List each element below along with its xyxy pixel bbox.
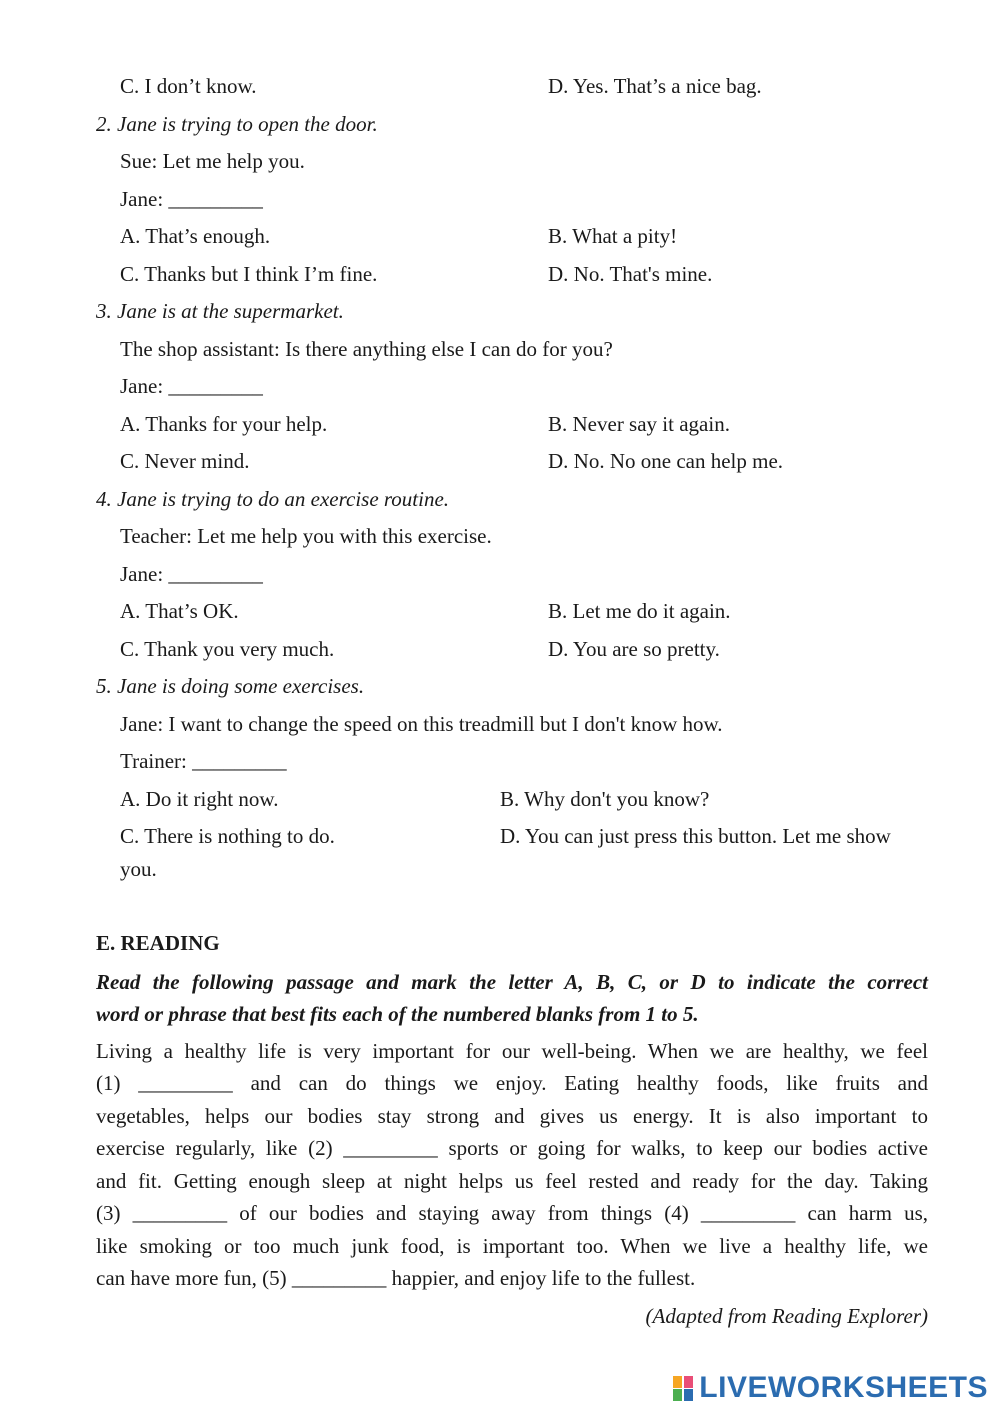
q4-option-d: D. You are so pretty. xyxy=(548,637,720,661)
q4-situation: 4. Jane is trying to do an exercise routine. xyxy=(96,487,450,511)
q3-option-d: D. No. No one can help me. xyxy=(548,449,784,473)
q4-option-a: A. That’s OK. xyxy=(120,599,239,623)
q5-option-c: C. There is nothing to do. xyxy=(120,824,335,848)
q4-dialogue-line-1: Teacher: Let me help you with this exercise. xyxy=(120,524,492,548)
q3-dialogue-line-1: The shop assistant: Is there anything else I can do for you? xyxy=(120,337,613,361)
passage-source: (Adapted from Reading Explorer) xyxy=(645,1304,928,1328)
q5-dialogue-line-2: Trainer: _________ xyxy=(120,749,287,773)
q1-option-d: D. Yes. That’s a nice bag. xyxy=(548,74,762,98)
q4-option-c: C. Thank you very much. xyxy=(120,637,335,661)
passage-line: and fit. Getting enough sleep at night helps us feel rested and ready for the day. Taking xyxy=(96,1169,928,1193)
q2-option-b: B. What a pity! xyxy=(548,224,678,248)
liveworksheets-logo-icon xyxy=(673,1374,695,1402)
passage-line: vegetables, helps our bodies stay strong and gives us energy. It is also important to xyxy=(96,1104,928,1128)
q4-dialogue-line-2: Jane: _________ xyxy=(120,562,263,586)
q5-option-d: D. You can just press this button. Let me show xyxy=(500,824,891,848)
q2-dialogue-line-1: Sue: Let me help you. xyxy=(120,149,305,173)
q3-dialogue-line-2: Jane: _________ xyxy=(120,374,263,398)
q4-option-b: B. Let me do it again. xyxy=(548,599,731,623)
q3-option-c: C. Never mind. xyxy=(120,449,250,473)
q2-option-c: C. Thanks but I think I’m fine. xyxy=(120,262,378,286)
reading-heading: E. READING xyxy=(96,931,220,955)
q3-option-b: B. Never say it again. xyxy=(548,412,730,436)
q5-option-d-continued: you. xyxy=(120,857,157,881)
q1-option-c: C. I don’t know. xyxy=(120,74,257,98)
q2-dialogue-line-2: Jane: _________ xyxy=(120,187,263,211)
reading-instruction-line-1: Read the following passage and mark the letter A, B, C, or D to indicate the correct xyxy=(96,970,928,994)
passage-line: (1) _________ and can do things we enjoy. Eating healthy foods, like fruits and xyxy=(96,1071,928,1095)
passage-line: can have more fun, (5) _________ happier, and enjoy life to the fullest. xyxy=(96,1266,696,1290)
passage-line: Living a healthy life is very important for our well-being. When we are healthy, we feel xyxy=(96,1039,928,1063)
reading-instruction-line-2: word or phrase that best fits each of the numbered blanks from 1 to 5. xyxy=(96,1002,699,1026)
passage-line: like smoking or too much junk food, is important too. When we live a healthy life, we xyxy=(96,1234,928,1258)
liveworksheets-logo[interactable] xyxy=(673,1371,988,1405)
liveworksheets-logo-text: LIVEWORKSHEETS xyxy=(699,1371,988,1404)
q5-dialogue-line-1: Jane: I want to change the speed on this treadmill but I don't know how. xyxy=(120,712,723,736)
q2-option-a: A. That’s enough. xyxy=(120,224,271,248)
q5-option-b: B. Why don't you know? xyxy=(500,787,710,811)
passage-line: (3) _________ of our bodies and staying away from things (4) _________ can harm us, xyxy=(96,1201,928,1225)
q2-option-d: D. No. That's mine. xyxy=(548,262,713,286)
q3-option-a: A. Thanks for your help. xyxy=(120,412,328,436)
q5-option-a: A. Do it right now. xyxy=(120,787,279,811)
passage-line: exercise regularly, like (2) _________ sports or going for walks, to keep our bodies active xyxy=(96,1136,928,1160)
q2-situation: 2. Jane is trying to open the door. xyxy=(96,112,378,136)
q5-situation: 5. Jane is doing some exercises. xyxy=(96,674,365,698)
q3-situation: 3. Jane is at the supermarket. xyxy=(96,299,344,323)
